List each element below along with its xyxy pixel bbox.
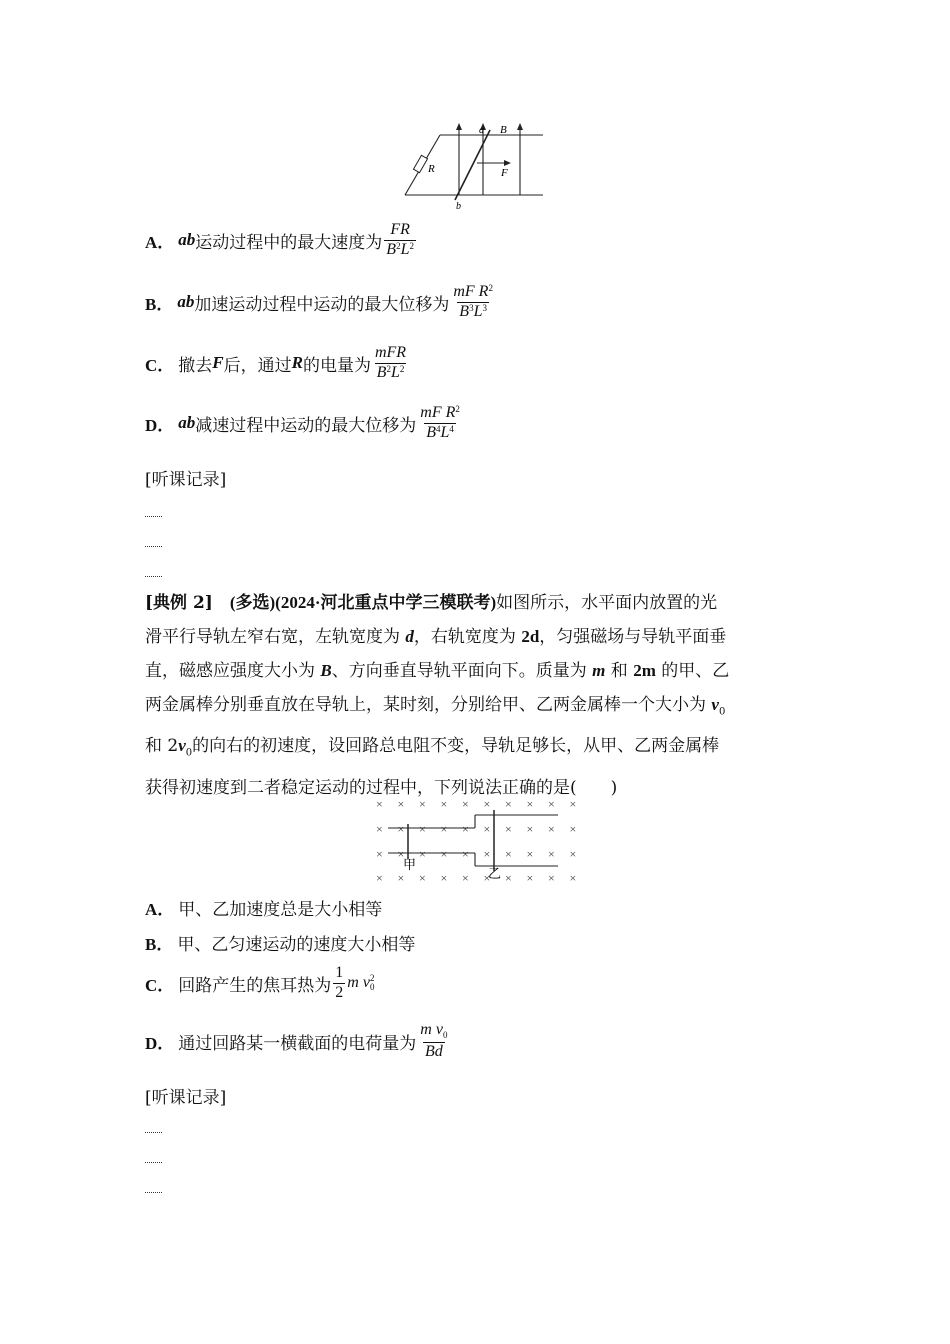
stem-line-4: 两金属棒分别垂直放在导轨上，某时刻，分别给甲、乙两金属棒一个大小为 $v_0$ — [145, 695, 726, 718]
field-cross: × — [462, 822, 469, 836]
field-cross: × — [376, 871, 383, 885]
field-cross: × — [505, 847, 512, 861]
q1-option-a[interactable]: A． ab 运动过程中的最大速度为 $\frac{FR}{B^2L^2}$ — [145, 221, 414, 258]
q2-option-a[interactable]: A． 甲、乙加速度总是大小相等 — [145, 900, 383, 920]
field-cross: × — [397, 871, 405, 885]
field-cross: × — [440, 871, 448, 885]
field-cross: × — [397, 847, 405, 861]
field-cross: × — [548, 822, 555, 836]
stem-line-2: 滑平行导轨左窄右宽，左轨宽度为 d，右轨宽度为 2d，匀强磁场与导轨平面垂 — [145, 627, 727, 647]
field-cross: × — [440, 822, 448, 836]
field-cross: × — [483, 847, 491, 861]
fraction: $\frac{mF R^2}{B^4L^4}$ — [420, 404, 460, 441]
field-cross: × — [505, 871, 512, 885]
field-cross: × — [526, 847, 534, 861]
field-cross: × — [440, 847, 448, 861]
field-cross: × — [462, 847, 469, 861]
stem-line-6: 获得初速度到二者稳定运动的过程中，下列说法正确的是( ) — [145, 777, 618, 798]
field-cross: × — [569, 871, 577, 885]
example-2-stem — [145, 586, 810, 805]
field-cross: × — [419, 822, 426, 836]
fraction: $\frac{FR}{B^2L^2}$ — [386, 221, 414, 258]
note-line[interactable] — [145, 576, 162, 577]
field-cross: × — [462, 871, 469, 885]
field-cross: × — [397, 797, 405, 811]
field-cross: × — [569, 822, 577, 836]
note-line[interactable] — [145, 1162, 162, 1163]
field-cross: × — [419, 871, 426, 885]
field-cross: × — [505, 822, 512, 836]
record-label: [听课记录] — [145, 470, 227, 490]
field-cross: × — [569, 797, 577, 811]
fraction: $\frac{mF R^2}{B^3L^3}$ — [453, 283, 493, 320]
q1-option-c[interactable]: C． 撤去 F 后，通过 R 的电量为 $\frac{\text{mFR}}{B^2L^2}$ — [145, 344, 407, 381]
fraction: $\frac{\text{mFR}}{B^2L^2}$ — [374, 344, 407, 381]
field-cross: × — [548, 797, 555, 811]
label-F: F — [501, 167, 508, 179]
field-cross: × — [548, 871, 555, 885]
rod-yi-label: 乙 — [488, 866, 502, 881]
field-cross: × — [569, 847, 577, 861]
field-cross: × — [376, 797, 383, 811]
field-cross: × — [376, 847, 383, 861]
note-line[interactable] — [145, 516, 162, 517]
stem-line-3: 直，磁感应强度大小为 B、方向垂直导轨平面向下。质量为 m 和 2m 的甲、乙 — [145, 661, 730, 681]
fraction: $\frac{1}{2}$ — [335, 964, 344, 1001]
q2-option-c[interactable]: C． 回路产生的焦耳热为 $\frac{1}{2}$ m v 2 0 — [145, 964, 375, 1001]
field-cross: × — [376, 822, 383, 836]
field-cross: × — [397, 822, 405, 836]
label-R: R — [428, 163, 435, 175]
field-cross: × — [526, 871, 534, 885]
figure-rails-resistor — [395, 118, 555, 213]
record-label-2: [听课记录] — [145, 1088, 227, 1108]
field-cross: × — [483, 797, 491, 811]
stem-line-5: 和 $2v_0$的向右的初速度，设回路总电阻不变，导轨足够长，从甲、乙两金属棒 — [145, 736, 720, 759]
q1-option-d[interactable]: D． ab 减速过程中运动的最大位移为 $\frac{mF R^2}{B^4L^4}$ — [145, 404, 460, 441]
field-cross: × — [419, 797, 426, 811]
label-B: B — [500, 124, 507, 136]
note-line[interactable] — [145, 1192, 162, 1193]
q1-option-b[interactable]: B． ab 加速运动过程中运动的最大位移为 $\frac{mF R^2}{B^3L^3}$ — [145, 283, 493, 320]
figure-double-rails — [370, 793, 585, 885]
field-cross: × — [548, 847, 555, 861]
label-a: a — [479, 125, 484, 136]
label-b: b — [456, 201, 461, 212]
field-cross: × — [483, 822, 491, 836]
field-cross: × — [505, 797, 512, 811]
field-cross: × — [526, 822, 534, 836]
q2-option-b[interactable]: B． 甲、乙匀速运动的速度大小相等 — [145, 935, 416, 955]
field-cross: × — [483, 871, 491, 885]
field-cross: × — [462, 797, 469, 811]
field-cross: × — [440, 797, 448, 811]
q2-option-d[interactable]: D． 通过回路某一横截面的电荷量为 $\frac{m v_0}{Bd}$ — [145, 1021, 448, 1060]
note-line[interactable] — [145, 1132, 162, 1133]
field-cross: × — [419, 847, 426, 861]
rod-jia-label: 甲 — [403, 857, 417, 872]
note-line[interactable] — [145, 546, 162, 547]
stem-line-1: [典例 2] (多选)(2024·河北重点中学三模联考)如图所示，水平面内放置的光 — [145, 593, 718, 613]
field-cross: × — [526, 797, 534, 811]
fraction: $\frac{m v_0}{Bd}$ — [420, 1021, 448, 1060]
